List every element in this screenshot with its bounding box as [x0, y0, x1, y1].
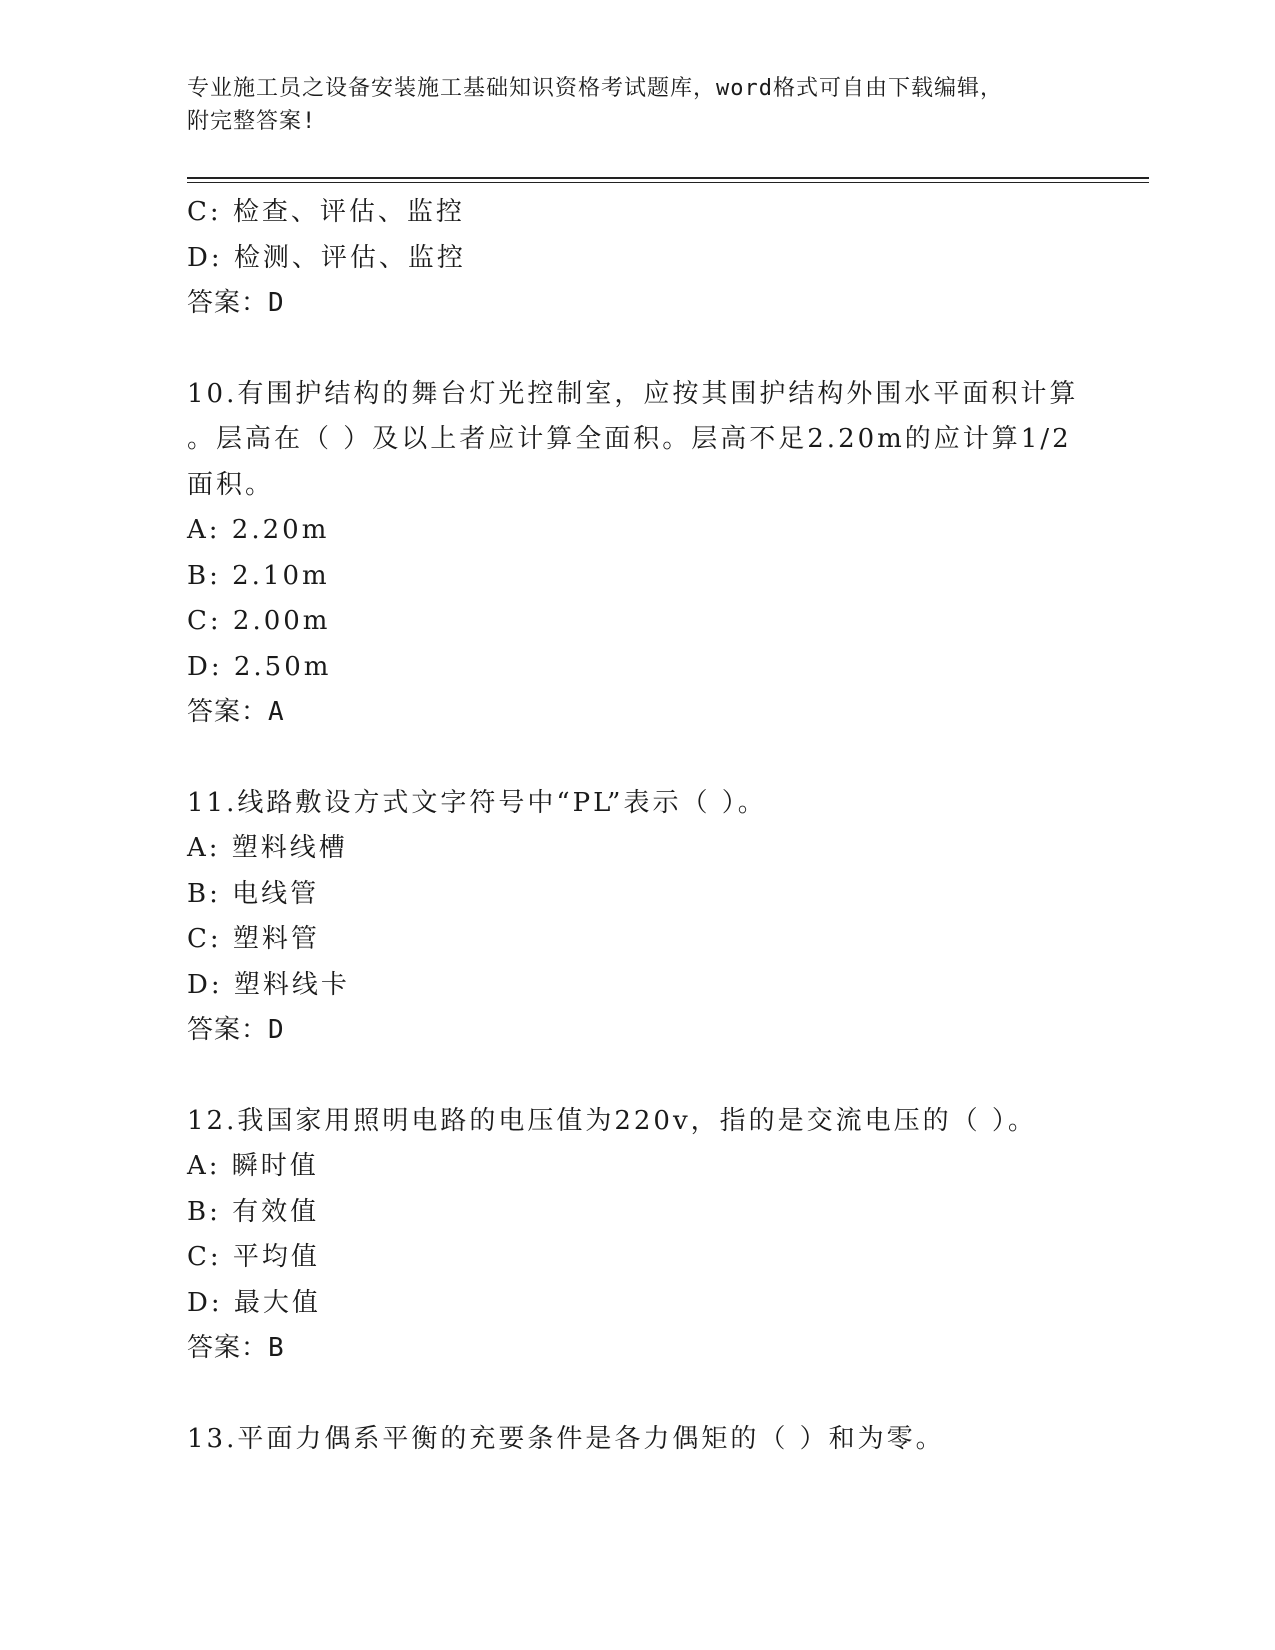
question-block-11 — [187, 781, 1087, 1054]
option-b: B: 2.10m — [187, 560, 330, 591]
question-block-9 — [187, 190, 1087, 327]
question-block-10 — [187, 372, 1087, 736]
header-line-1: 专业施工员之设备安装施工基础知识资格考试题库，word格式可自由下载编辑， — [187, 76, 1003, 101]
option-d: D: 2.50m — [187, 651, 332, 682]
option-d: D: 检测、评估、监控 — [187, 242, 466, 273]
option-c: C: 检查、评估、监控 — [187, 197, 465, 227]
header-divider-thin — [187, 182, 1149, 183]
question-block-12 — [187, 1099, 1087, 1372]
option-b: B: 有效值 — [187, 1196, 320, 1227]
option-a: A: 2.20m — [187, 515, 330, 545]
question-text-line: 12.我国家用照明电路的电压值为220v，指的是交流电压的（ ）。 — [187, 1105, 1037, 1136]
answer-line: 答案：D — [187, 1015, 285, 1045]
question-text-line: 面积。 — [187, 469, 275, 500]
option-c: C: 塑料管 — [187, 924, 320, 954]
document-header — [187, 72, 1067, 138]
question-block-13 — [187, 1417, 1087, 1463]
answer-line: 答案：B — [187, 1333, 285, 1363]
question-text-line: 。层高在（ ）及以上者应计算全面积。层高不足2.20m的应计算1/2 — [187, 424, 1072, 454]
header-divider-thick — [187, 177, 1149, 179]
question-text-line: 13.平面力偶系平衡的充要条件是各力偶矩的（ ）和为零。 — [187, 1423, 945, 1454]
question-text-line: 11.线路敷设方式文字符号中“PL”表示（ ）。 — [187, 787, 767, 818]
option-d: D: 最大值 — [187, 1287, 321, 1318]
option-a: A: 塑料线槽 — [187, 833, 348, 863]
answer-line: 答案：D — [187, 288, 285, 318]
option-c: C: 平均值 — [187, 1242, 320, 1272]
option-d: D: 塑料线卡 — [187, 969, 350, 1000]
header-line-2: 附完整答案! — [187, 109, 317, 134]
option-a: A: 瞬时值 — [187, 1151, 319, 1181]
question-content — [187, 190, 1087, 1507]
option-c: C: 2.00m — [187, 606, 331, 636]
question-text-line: 10.有围护结构的舞台灯光控制室，应按其围护结构外围水平面积计算 — [187, 378, 1079, 409]
option-b: B: 电线管 — [187, 878, 320, 909]
answer-line: 答案：A — [187, 697, 285, 727]
